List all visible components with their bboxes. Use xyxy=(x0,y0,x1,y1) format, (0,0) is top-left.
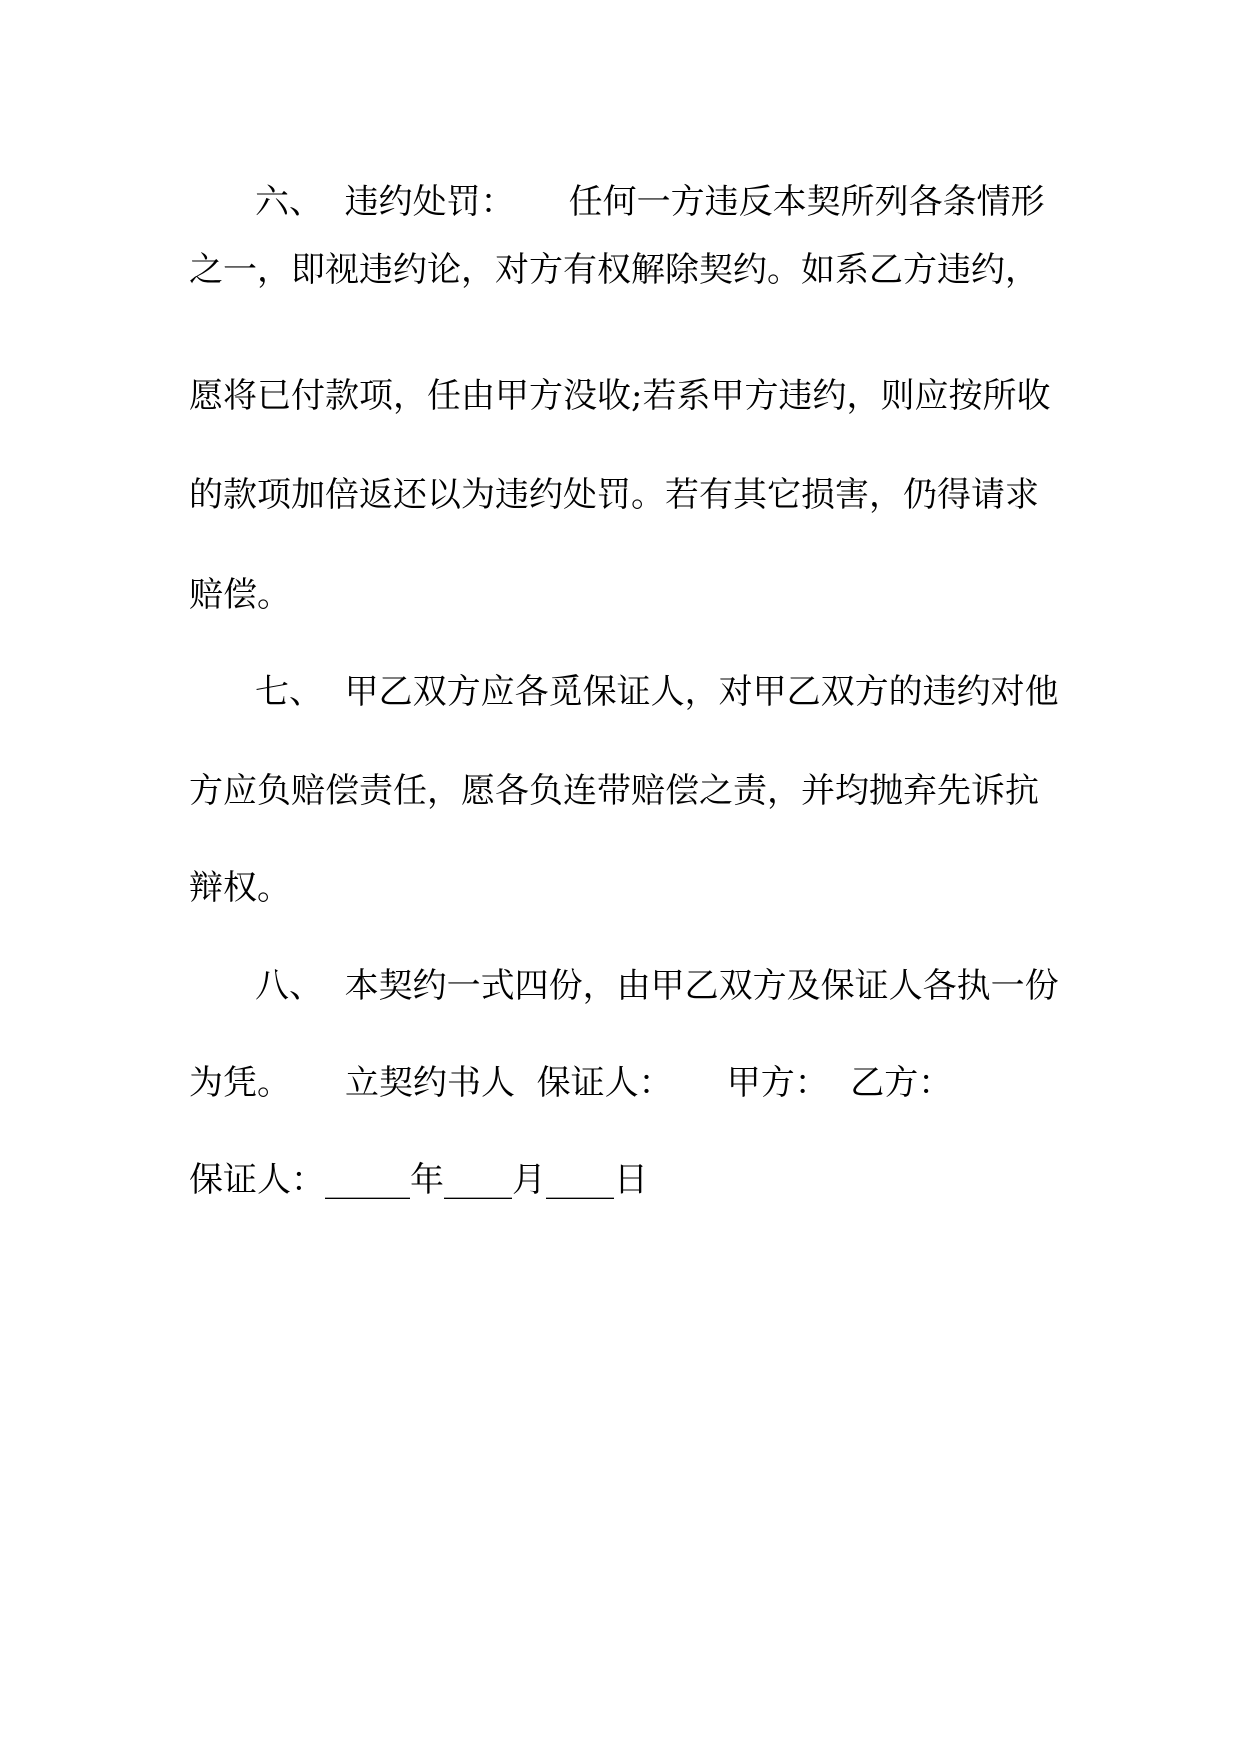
clause-6-line-5: 赔偿。 xyxy=(189,575,291,615)
date-line: 保证人：_____年____月____日 xyxy=(189,1160,648,1200)
clause-6-line-3: 愿将已付款项，任由甲方没收;若系甲方违约，则应按所收 xyxy=(189,376,1051,416)
clause-7-line-1: 七、 甲乙双方应各觅保证人，对甲乙双方的违约对他 xyxy=(255,672,1059,712)
clause-8-line-1: 八、 本契约一式四份，由甲乙双方及保证人各执一份 xyxy=(255,966,1059,1006)
clause-7-line-3: 辩权。 xyxy=(189,868,291,908)
clause-6-line-2: 之一，即视违约论，对方有权解除契约。如系乙方违约， xyxy=(189,250,1039,290)
clause-7-line-2: 方应负赔偿责任，愿各负连带赔偿之责，并均抛弃先诉抗 xyxy=(189,771,1039,811)
clause-6-line-1: 六、 违约处罚： 任何一方违反本契所列各条情形 xyxy=(255,182,1045,222)
signature-line: 为凭。 立契约书人 保证人： 甲方： 乙方： xyxy=(189,1063,953,1103)
clause-6-line-4: 的款项加倍返还以为违约处罚。若有其它损害，仍得请求 xyxy=(189,475,1039,515)
